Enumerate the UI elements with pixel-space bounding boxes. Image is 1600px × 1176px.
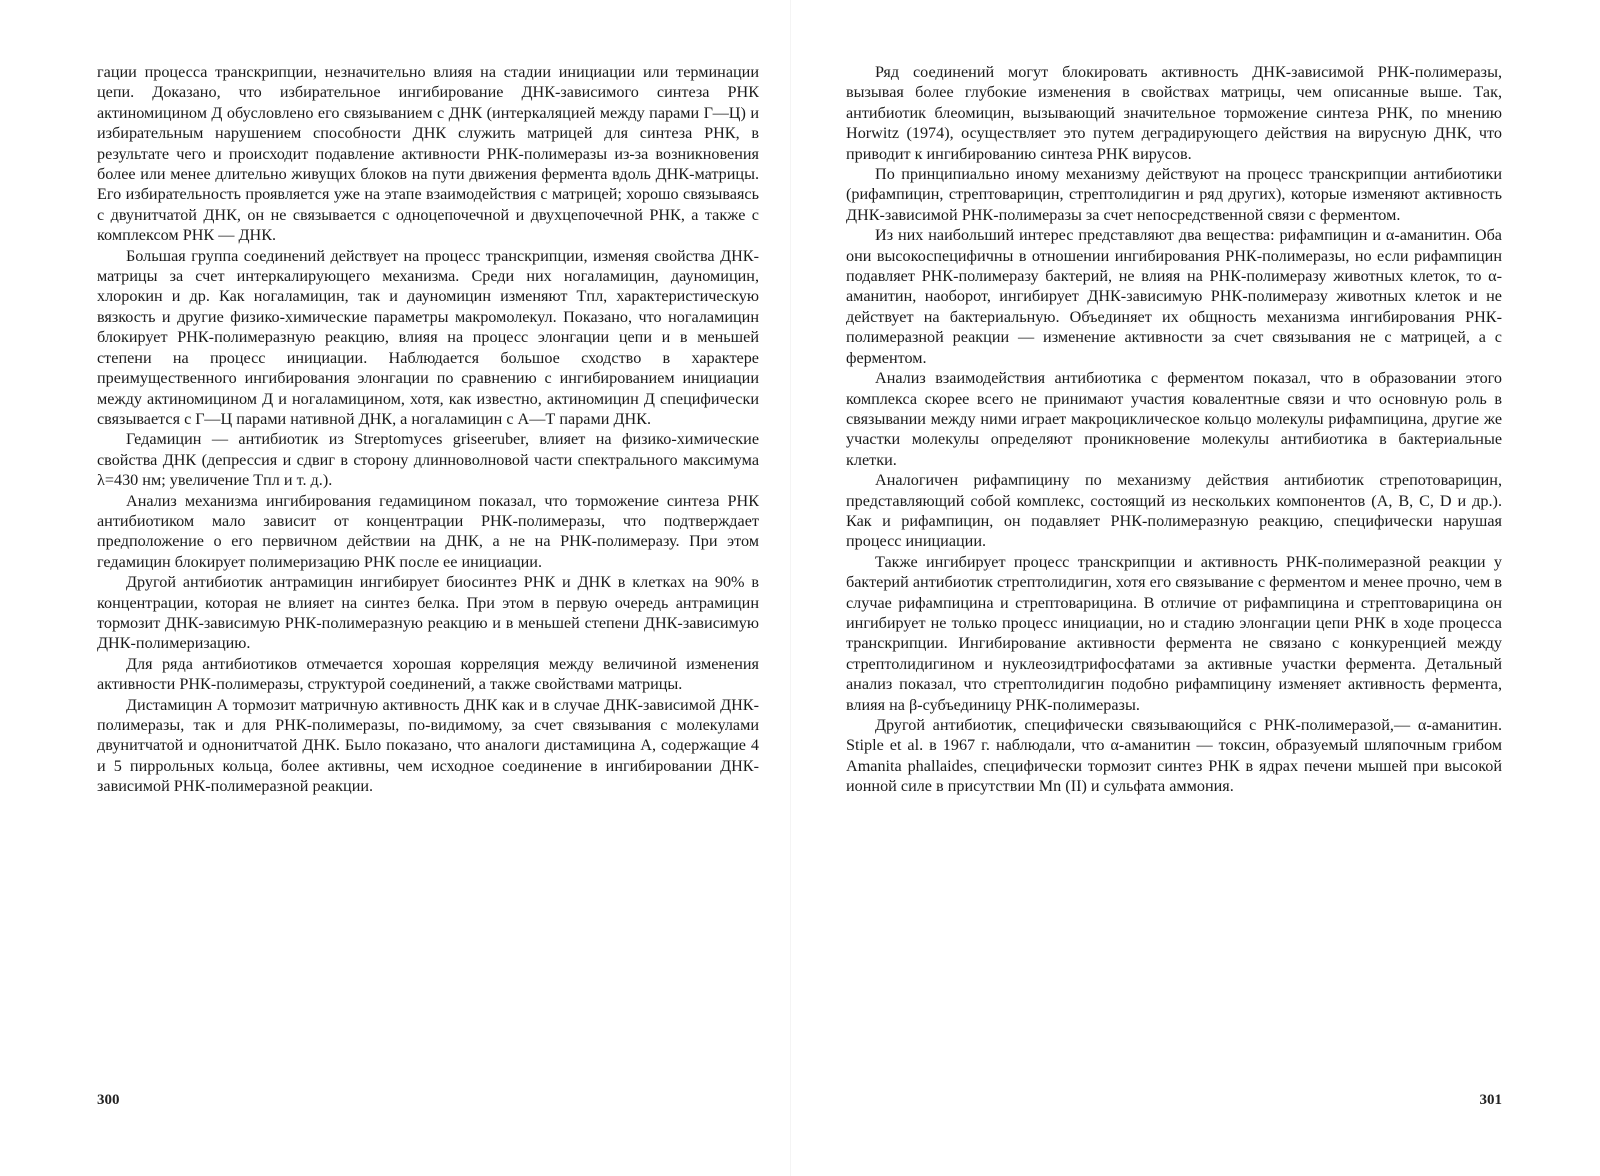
paragraph: гации процесса транскрипции, незначительно влияя на стадии инициации или терминации цепи. Доказано, что избирательное ингибирование ДНК-зависимого синтеза РНК актиномицином Д обусловлено его связыванием с ДНК (интеркаляцией между парами Г—Ц) и избирательным нарушением способности ДНК служить матрицей для синтеза РНК, в результате чего и происходит подавление активности РНК-полимеразы из-за возникновения более или менее длительно живущих блоков на пути движения фермента вдоль ДНК-матрицы. Его избирательность проявляется уже на этапе взаимодействия с матрицей; хорошо связываясь с двунитчатой ДНК, он не связывается с одноцепочечной и двухцепочечной РНК, а также с комплексом РНК — ДНК. [97,63,759,245]
right-page-text [846,62,1502,797]
page-number: 300 [97,1092,120,1108]
paragraph: Аналогичен рифампицину по механизму действия антибиотик стрепотоварицин, представляющий собой комплекс, состоящий из нескольких компонентов (А, В, С, D и др.). Как и рифампицин, он подавляет РНК-полимеразную реакцию, специфически нарушая процесс инициации. [846,471,1502,551]
page-number: 301 [1479,1092,1502,1108]
paragraph: Анализ механизма ингибирования гедамицином показал, что торможение синтеза РНК антибиотиком мало зависит от концентрации РНК-полимеразы, что подтверждает предположение о его первичном действии на ДНК, а не на РНК-полимеразу. При этом гедамицин блокирует полимеризацию РНК после ее инициации. [97,491,759,571]
paragraph: Большая группа соединений действует на процесс транскрипции, изменяя свойства ДНК-матрицы за счет интеркалирующего механизма. Среди них ногаламицин, дауномицин, хлорокин и др. Как ногаламицин, так и дауномицин изменяют Tпл, характеристическую вязкость и другие физико-химические параметры макромолекул. Показано, что ногаламицин блокирует РНК-полимеразную реакцию, влияя на процесс элонгации цепи и в меньшей степени на процесс инициации. Наблюдается большое сходство в характере преимущественного ингибирования элонгации по сравнению с ингибированием инициации между актиномицином Д и ногаламицином, хотя, как известно, актиномицин Д специфически связывается с Г—Ц парами нативной ДНК, а ногаламицин с А—Т парами ДНК. [97,246,759,428]
paragraph: По принципиально иному механизму действуют на процесс транскрипции антибиотики (рифампицин, стрептоварицин, стрептолидигин и ряд других), которые изменяют активность ДНК-зависимой РНК-полимеразы за счет непосредственной связи с ферментом. [846,165,1502,224]
paragraph: Другой антибиотик, специфически связывающийся с РНК-полимеразой,— α-аманитин. Stiple et al. в 1967 г. наблюдали, что α-аманитин — токсин, образуемый шляпочным грибом Amanita phallaides, специфически тормозит синтез РНК в ядрах печени мышей при высокой ионной силе в присутствии Mn (II) и сульфата аммония. [846,716,1502,796]
paragraph: Другой антибиотик антрамицин ингибирует биосинтез РНК и ДНК в клетках на 90% в концентрации, которая не влияет на синтез белка. При этом в первую очередь антрамицин тормозит ДНК-зависимую РНК-полимеразную реакцию и в меньшей степени ДНК-зависимую ДНК-полимеризацию. [97,573,759,653]
paragraph: Для ряда антибиотиков отмечается хорошая корреляция между величиной изменения активности РНК-полимеразы, структурой соединений, а также свойствами матрицы. [97,654,759,694]
left-page-text [97,62,759,797]
paragraph: Анализ взаимодействия антибиотика с ферментом показал, что в образовании этого комплекса скорее всего не принимают участия ковалентные связи и что основную роль в связывании между ними играет макроциклическое кольцо молекулы рифампицина, другие же участки молекулы определяют проникновение молекулы антибиотика в бактериальные клетки. [846,369,1502,469]
paragraph: Из них наибольший интерес представляют два вещества: рифампицин и α-аманитин. Оба они высокоспецифичны в отношении ингибирования РНК-полимеразы, но если рифампицин подавляет РНК-полимеразу бактерий, не влияя на РНК-полимеразу животных клеток, то α-аманитин, наоборот, ингибирует ДНК-зависимую РНК-полимеразу животных клеток и не действует на бактериальную. Объединяет их общность механизма ингибирования РНК-полимеразной реакции — изменение активности за счет связывания не с матрицей, а с ферментом. [846,226,1502,367]
paragraph: Ряд соединений могут блокировать активность ДНК-зависимой РНК-полимеразы, вызывая более глубокие изменения в свойствах матрицы, чем описанные выше. Так, антибиотик блеомицин, вызывающий значительное торможение синтеза РНК, по мнению Horwitz (1974), осуществляет это путем деградирующего действия на вирусную ДНК, что приводит к ингибированию синтеза РНК вирусов. [846,63,1502,163]
paragraph: Также ингибирует процесс транскрипции и активность РНК-полимеразной реакции у бактерий антибиотик стрептолидигин, хотя его связывание с ферментом и менее прочно, чем в случае рифампицина и стрептоварицина. В отличие от рифампицина и стрептоварицина он ингибирует не только процесс инициации, но и стадию элонгации цепи РНК в ходе процесса транскрипции. Ингибирование активности фермента не связано с конкуренцией между стрептолидигином и нуклеозидтрифосфатами за активные участки фермента. Детальный анализ показал, что стрептолидигин подобно рифампицину изменяет активность фермента, влияя на β-субъединицу РНК-полимеразы. [846,552,1502,714]
book-spine [790,0,791,1176]
paragraph: Дистамицин А тормозит матричную активность ДНК как и в случае ДНК-зависимой ДНК-полимеразы, так и для РНК-полимеразы, по-видимому, за счет связывания с молекулами двунитчатой и однонитчатой ДНК. Было показано, что аналоги дистамицина А, содержащие 4 и 5 пиррольных кольца, более активны, чем исходное соединение в ингибировании ДНК-зависимой РНК-полимеразной реакции. [97,695,759,796]
paragraph: Гедамицин — антибиотик из Streptomyces griseeruber, влияет на физико-химические свойства ДНК (депрессия и сдвиг в сторону длинноволновой части спектрального максимума λ=430 нм; увеличение Tпл и т. д.). [97,430,759,490]
